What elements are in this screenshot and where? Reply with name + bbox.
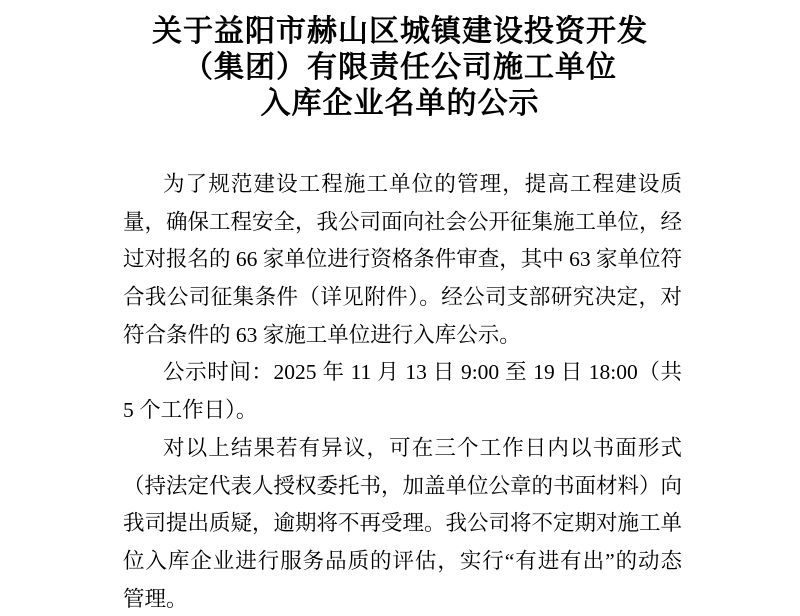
- body-line: 我司提出质疑，逾期将不再受理。我公司将不定期对施工单: [123, 511, 682, 536]
- title-line: （集团）有限责任公司施工单位: [183, 51, 617, 84]
- body-line: 位入库企业进行服务品质的评估，实行“有进有出”的动态: [123, 548, 682, 573]
- body-line: 过对报名的 66 家单位进行资格条件审查，其中 63 家单位符: [123, 247, 682, 272]
- body-line: 符合条件的 63 家施工单位进行入库公示。: [123, 322, 521, 347]
- body-line: 5 个工作日）。: [123, 398, 258, 423]
- title-line: 入库企业名单的公示: [260, 87, 540, 120]
- body-line: 量，确保工程安全，我公司面向社会公开征集施工单位，经: [123, 209, 682, 234]
- body-line: （持法定代表人授权委托书，加盖单位公章的书面材料）向: [123, 473, 682, 498]
- document-body: [123, 166, 682, 616]
- body-line: 公示时间：2025 年 11 月 13 日 9:00 至 19 日 18:00（共: [163, 360, 682, 385]
- document-title: [0, 14, 800, 122]
- body-line: 为了规范建设工程施工单位的管理，提高工程建设质: [163, 172, 682, 196]
- body-line: 对以上结果若有异议，可在三个工作日内以书面形式: [163, 435, 682, 460]
- body-line: 合我公司征集条件（详见附件）。经公司支部研究决定，对: [123, 285, 682, 310]
- title-line: 关于益阳市赫山区城镇建设投资开发: [152, 15, 648, 48]
- body-line: 管理。: [123, 586, 188, 611]
